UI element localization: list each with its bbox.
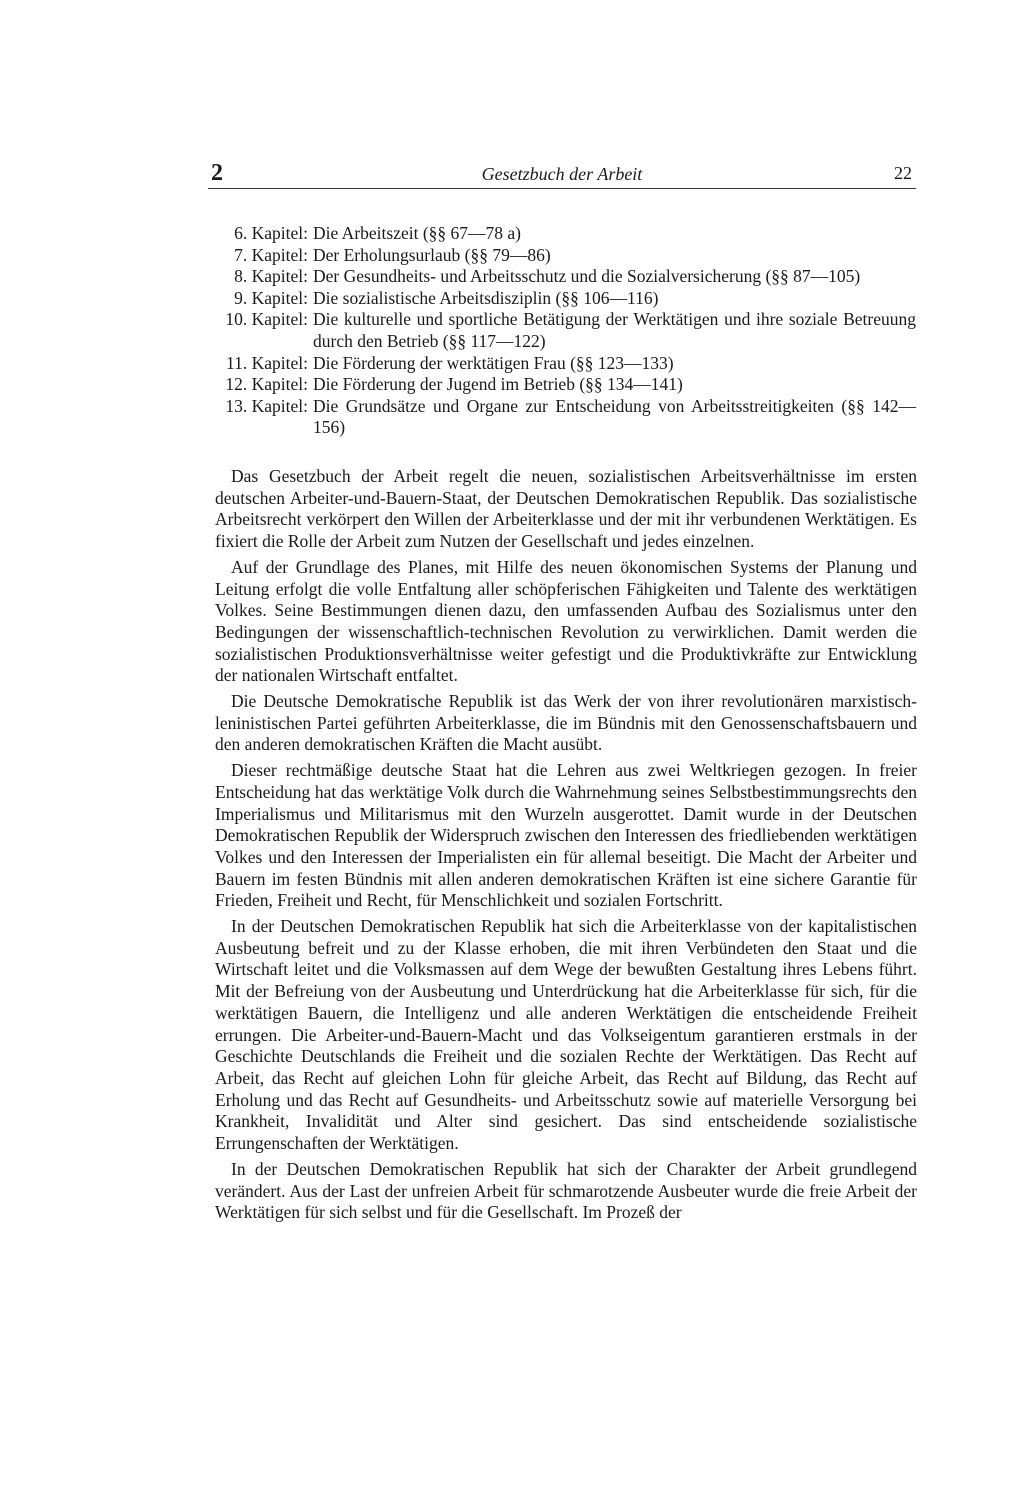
chapter-title: Die Förderung der werktätigen Frau (§§ 123—133)	[313, 352, 674, 373]
preamble-text	[215, 466, 917, 1228]
page-number: 22	[894, 163, 912, 183]
chapter-label: 9. Kapitel:	[234, 287, 308, 308]
chapter-title: Die Grundsätze und Organe zur Entscheidung von Arbeitsstreitigkeiten (§§ 142—156)	[313, 395, 916, 438]
chapter-list-item	[200, 245, 916, 267]
page-header	[208, 160, 916, 189]
chapter-label: 8. Kapitel:	[234, 266, 308, 287]
chapter-label: 13. Kapitel:	[225, 395, 308, 416]
chapter-list-item	[200, 396, 916, 439]
chapter-label: 10. Kapitel:	[225, 309, 308, 330]
chapter-label: 6. Kapitel:	[234, 223, 308, 243]
chapter-list-item	[200, 266, 916, 288]
chapter-list-item	[200, 223, 916, 245]
chapter-label: 11. Kapitel:	[226, 352, 308, 373]
chapter-title: Die Förderung der Jugend im Betrieb (§§ 134—141)	[313, 374, 683, 395]
chapter-list-item	[200, 309, 916, 352]
chapter-list	[200, 223, 916, 439]
chapter-label: 12. Kapitel:	[225, 374, 308, 395]
paragraph: In der Deutschen Demokratischen Republik hat sich die Arbeiterklasse von der kapitalistischen Ausbeutung befreit und zu der Klasse erhoben, die mit ihren Verbündeten den Staat und die Wirtschaft leitet und die Volksmassen auf dem Wege der bewußten Gestaltung ihres Lebens führt. Mit der Befreiung von der Ausbeutung und Unterdrückung hat die Arbeiterklasse für sich, für die werktätigen Bauern, die Intelligenz und alle anderen Werktätigen die entscheidende Freiheit errungen. Die Arbeiter-und-Bauern-Macht und das Volkseigentum garantieren erstmals in der Geschichte Deutschlands die Freiheit und die sozialen Rechte der Werktätigen. Das Recht auf Arbeit, das Recht auf gleichen Lohn für gleiche Arbeit, das Recht auf Bildung, das Recht auf Erholung und das Recht auf Gesundheits- und Arbeitsschutz sowie auf materielle Versorgung bei Krankheit, Invalidität und Alter sind gesichert. Das sind entscheidende sozialistische Errungenschaften der Werktätigen.	[215, 916, 917, 1154]
chapter-title: Die kulturelle und sportliche Betätigung der Werktätigen und ihre soziale Betreuung durch den Betrieb (§§ 117—122)	[313, 309, 916, 351]
chapter-title: Die Arbeitszeit (§§ 67—78 a)	[313, 223, 522, 243]
chapter-title: Die sozialistische Arbeitsdisziplin (§§ 106—116)	[313, 287, 659, 308]
paragraph: Dieser rechtmäßige deutsche Staat hat die Lehren aus zwei Weltkriegen gezogen. In freier Entscheidung hat das werktätige Volk durch die Wahrnehmung seines Selbstbestimmungsrechts den Imperialismus und Militarismus mit den Wurzeln ausgerottet. Damit wurde in der Deutschen Demokratischen Republik der Widerspruch zwischen den Interessen des friedliebenden werktätigen Volkes und den Interessen der Imperialisten ein für allemal beseitigt. Die Macht der Arbeiter und Bauern im festen Bündnis mit allen anderen demokratischen Kräften ist eine sichere Garantie für Frieden, Freiheit und Recht, für Menschlichkeit und sozialen Fortschritt.	[215, 760, 917, 911]
chapter-title: Der Erholungsurlaub (§§ 79—86)	[313, 244, 551, 265]
running-title: Gesetzbuch der Arbeit	[481, 164, 643, 184]
paragraph: Das Gesetzbuch der Arbeit regelt die neuen, sozialistischen Arbeitsverhältnisse im ersten deutschen Arbeiter-und-Bauern-Staat, der Deutschen Demokratischen Republik. Das sozialistische Arbeitsrecht verkörpert den Willen der Arbeiterklasse und der mit ihr verbundenen Werktätigen. Es fixiert die Rolle der Arbeit zum Nutzen der Gesellschaft und jedes einzelnen.	[215, 466, 917, 552]
chapter-list-item	[200, 353, 916, 375]
paragraph: In der Deutschen Demokratischen Republik hat sich der Charakter der Arbeit grundlegend verändert. Aus der Last der unfreien Arbeit für schmarotzende Ausbeuter wurde die freie Arbeit der Werktätigen für sich selbst und für die Gesellschaft. Im Prozeß der	[215, 1158, 917, 1223]
chapter-list-item	[200, 288, 916, 310]
chapter-list-item	[200, 374, 916, 396]
paragraph: Die Deutsche Demokratische Republik ist das Werk der von ihrer revolutionären marxistisch-leninistischen Partei geführten Arbeiterklasse, die im Bündnis mit den Genossenschaftsbauern und den anderen demokratischen Kräften die Macht ausübt.	[215, 691, 917, 755]
chapter-number: 2	[211, 160, 223, 186]
chapter-label: 7. Kapitel:	[234, 244, 308, 265]
paragraph: Auf der Grundlage des Planes, mit Hilfe des neuen ökonomischen Systems der Planung und Leitung erfolgt die volle Entfaltung aller schöpferischen Fähigkeiten und Talente des werktätigen Volkes. Seine Bestimmungen dienen dazu, den umfassenden Aufbau des Sozialismus unter den Bedingungen der wissenschaftlich-technischen Revolution zu verwirklichen. Damit werden die sozialistischen Produktionsverhältnisse weiter gefestigt und die Produktivkräfte zur Entwicklung der nationalen Wirtschaft entfaltet.	[215, 556, 917, 686]
chapter-title: Der Gesundheits- und Arbeitsschutz und die Sozialversicherung (§§ 87—105)	[313, 266, 861, 287]
